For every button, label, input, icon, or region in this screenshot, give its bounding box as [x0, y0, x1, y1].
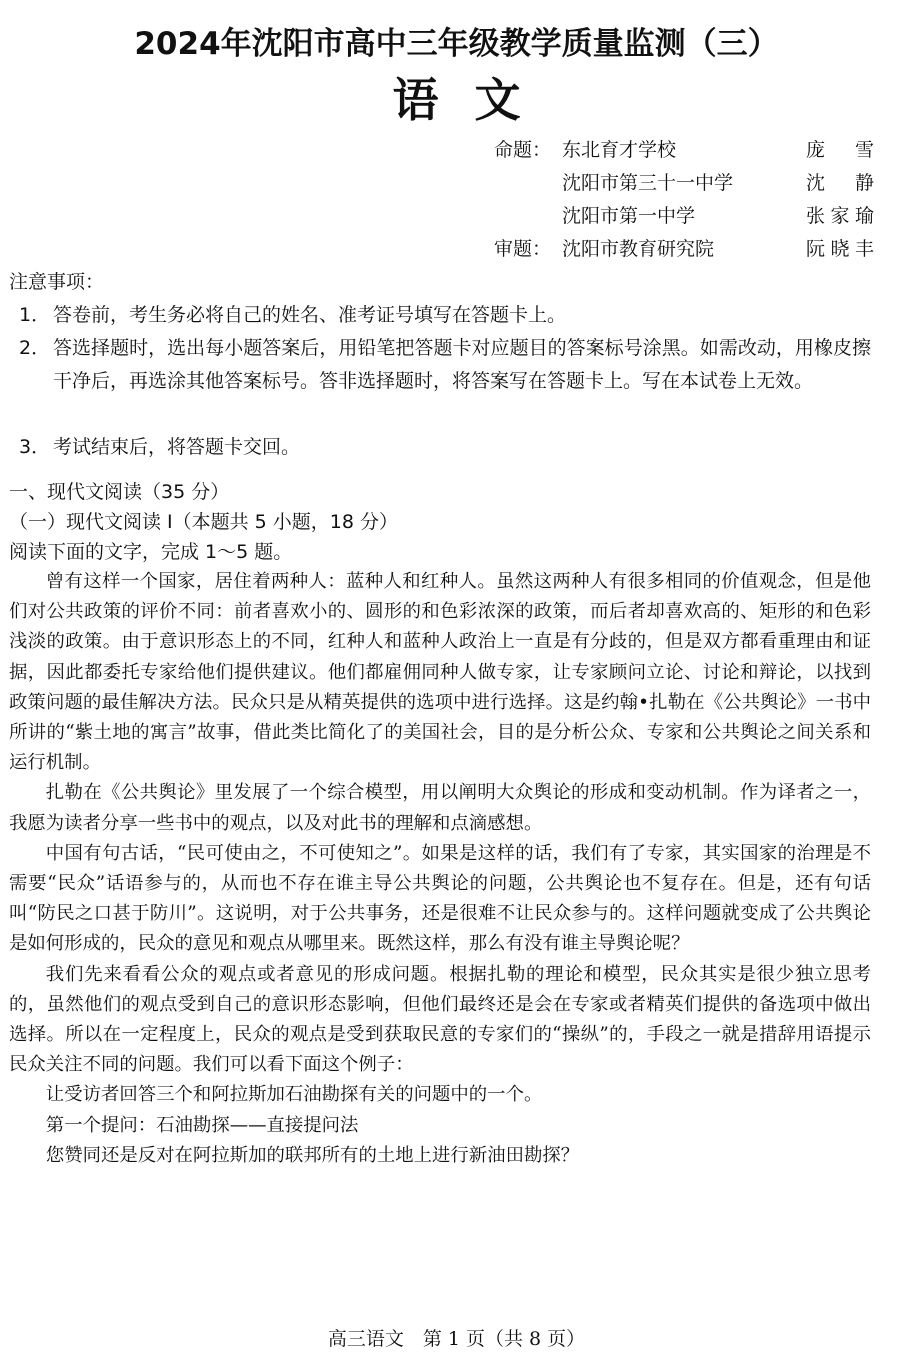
example-line: 第一个提问：石油勘探——直接提问法: [45, 1114, 359, 1136]
author-role: 审题：: [494, 238, 552, 260]
author-name: 沈静: [806, 172, 874, 194]
author-role: [494, 200, 562, 233]
example-line: 让受访者回答三个和阿拉斯加石油勘探有关的问题中的一个。: [45, 1084, 543, 1106]
author-row: [494, 167, 874, 200]
passage-paragraph: 我们先来看看公众的观点或者意见的形成问题。根据扎勒的理论和模型，民众其实是很少独立思考的，虽然他们的观点受到自己的意识形态影响，但他们最终还是会在专家或者精英们提供的备选项中做出选择。所以在一定程度上，民众的观点是受到获取民意的专家们的“操纵”的，手段之一就是措辞用语提示民众关注不同的问题。我们可以看下面这个例子：: [9, 963, 871, 1076]
notice-item-text: 答选择题时，选出每小题答案后，用铅笔把答题卡对应题目的答案标号涂黑。如需改动，用橡皮擦干净后，再选涂其他答案标号。答非选择题时，将答案写在答题卡上。写在本试卷上无效。: [53, 337, 871, 392]
notice-item: [19, 299, 871, 332]
author-role: 命题：: [494, 139, 552, 161]
subject-title: 语文: [392, 73, 557, 127]
author-school: 沈阳市第一中学: [562, 205, 696, 227]
author-name: 张家瑜: [806, 205, 874, 227]
reading-passage: [9, 567, 871, 1171]
author-school: 东北育才学校: [562, 139, 677, 161]
author-row: [494, 233, 874, 266]
notice-item-number: 1．: [19, 304, 51, 326]
notice-item-text: 答卷前，考生务必将自己的姓名、准考证号填写在答题卡上。: [53, 304, 567, 326]
example-line: 您赞同还是反对在阿拉斯加的联邦所有的土地上进行新油田勘探？: [45, 1144, 580, 1166]
notice-heading: 注意事项：: [9, 271, 105, 293]
author-name: 庞雪: [806, 139, 874, 161]
section-instruction: 阅读下面的文字，完成 1～5 题。: [9, 541, 293, 563]
section-subtitle: （一）现代文阅读 I（本题共 5 小题，18 分）: [9, 511, 399, 533]
passage-paragraph: 扎勒在《公共舆论》里发展了一个综合模型，用以阐明大众舆论的形成和变动机制。作为译者之一，我愿为读者分享一些书中的观点，以及对此书的理解和点滴感想。: [9, 782, 871, 834]
author-block: [494, 134, 874, 266]
author-row: [494, 134, 874, 167]
notice-item-number: 3．: [19, 436, 51, 458]
author-school: 沈阳市教育研究院: [562, 238, 715, 260]
page-footer: 高三语文 第 1 页（共 8 页）: [327, 1328, 586, 1350]
passage-paragraph: 曾有这样一个国家，居住着两种人：蓝种人和红种人。虽然这两种人有很多相同的价值观念，但是他们对公共政策的评价不同：前者喜欢小的、圆形的和色彩浓深的政策，而后者却喜欢高的、矩形的和色彩浅淡的政策。由于意识形态上的不同，红种人和蓝种人政治上一直是有分歧的，但是双方都看重理由和证据，因此都委托专家给他们提供建议。他们都雇佣同种人做专家，让专家顾问立论、讨论和辩论，以找到政策问题的最佳解决方法。民众只是从精英提供的选项中进行选择。这是约翰•扎勒在《公共舆论》一书中所讲的“紫土地的寓言”故事，借此类比简化了的美国社会，目的是分析公众、专家和公共舆论之间关系和运行机制。: [9, 571, 871, 774]
notice-item: [19, 431, 871, 464]
notice-item: [19, 332, 871, 431]
author-name: 阮晓丰: [806, 238, 874, 260]
author-row: [494, 200, 874, 233]
notice-item-text: 考试结束后，将答题卡交回。: [53, 436, 301, 458]
passage-paragraph: 中国有句古话，“民可使由之，不可使知之”。如果是这样的话，我们有了专家，其实国家的治理是不需要“民众”话语参与的，从而也不存在谁主导公共舆论的问题，公共舆论也不复存在。但是，还有句话叫“防民之口甚于防川”。这说明，对于公共事务，还是很难不让民众参与的。这样问题就变成了公共舆论是如何形成的，民众的意见和观点从哪里来。既然这样，那么有没有谁主导舆论呢？: [9, 842, 871, 955]
section-title: 一、现代文阅读（35 分）: [9, 481, 230, 503]
author-role: [494, 167, 562, 200]
notice-item-number: 2．: [19, 337, 51, 359]
exam-title: 2024年沈阳市高中三年级教学质量监测（三）: [134, 26, 779, 62]
author-school: 沈阳市第三十一中学: [562, 172, 734, 194]
